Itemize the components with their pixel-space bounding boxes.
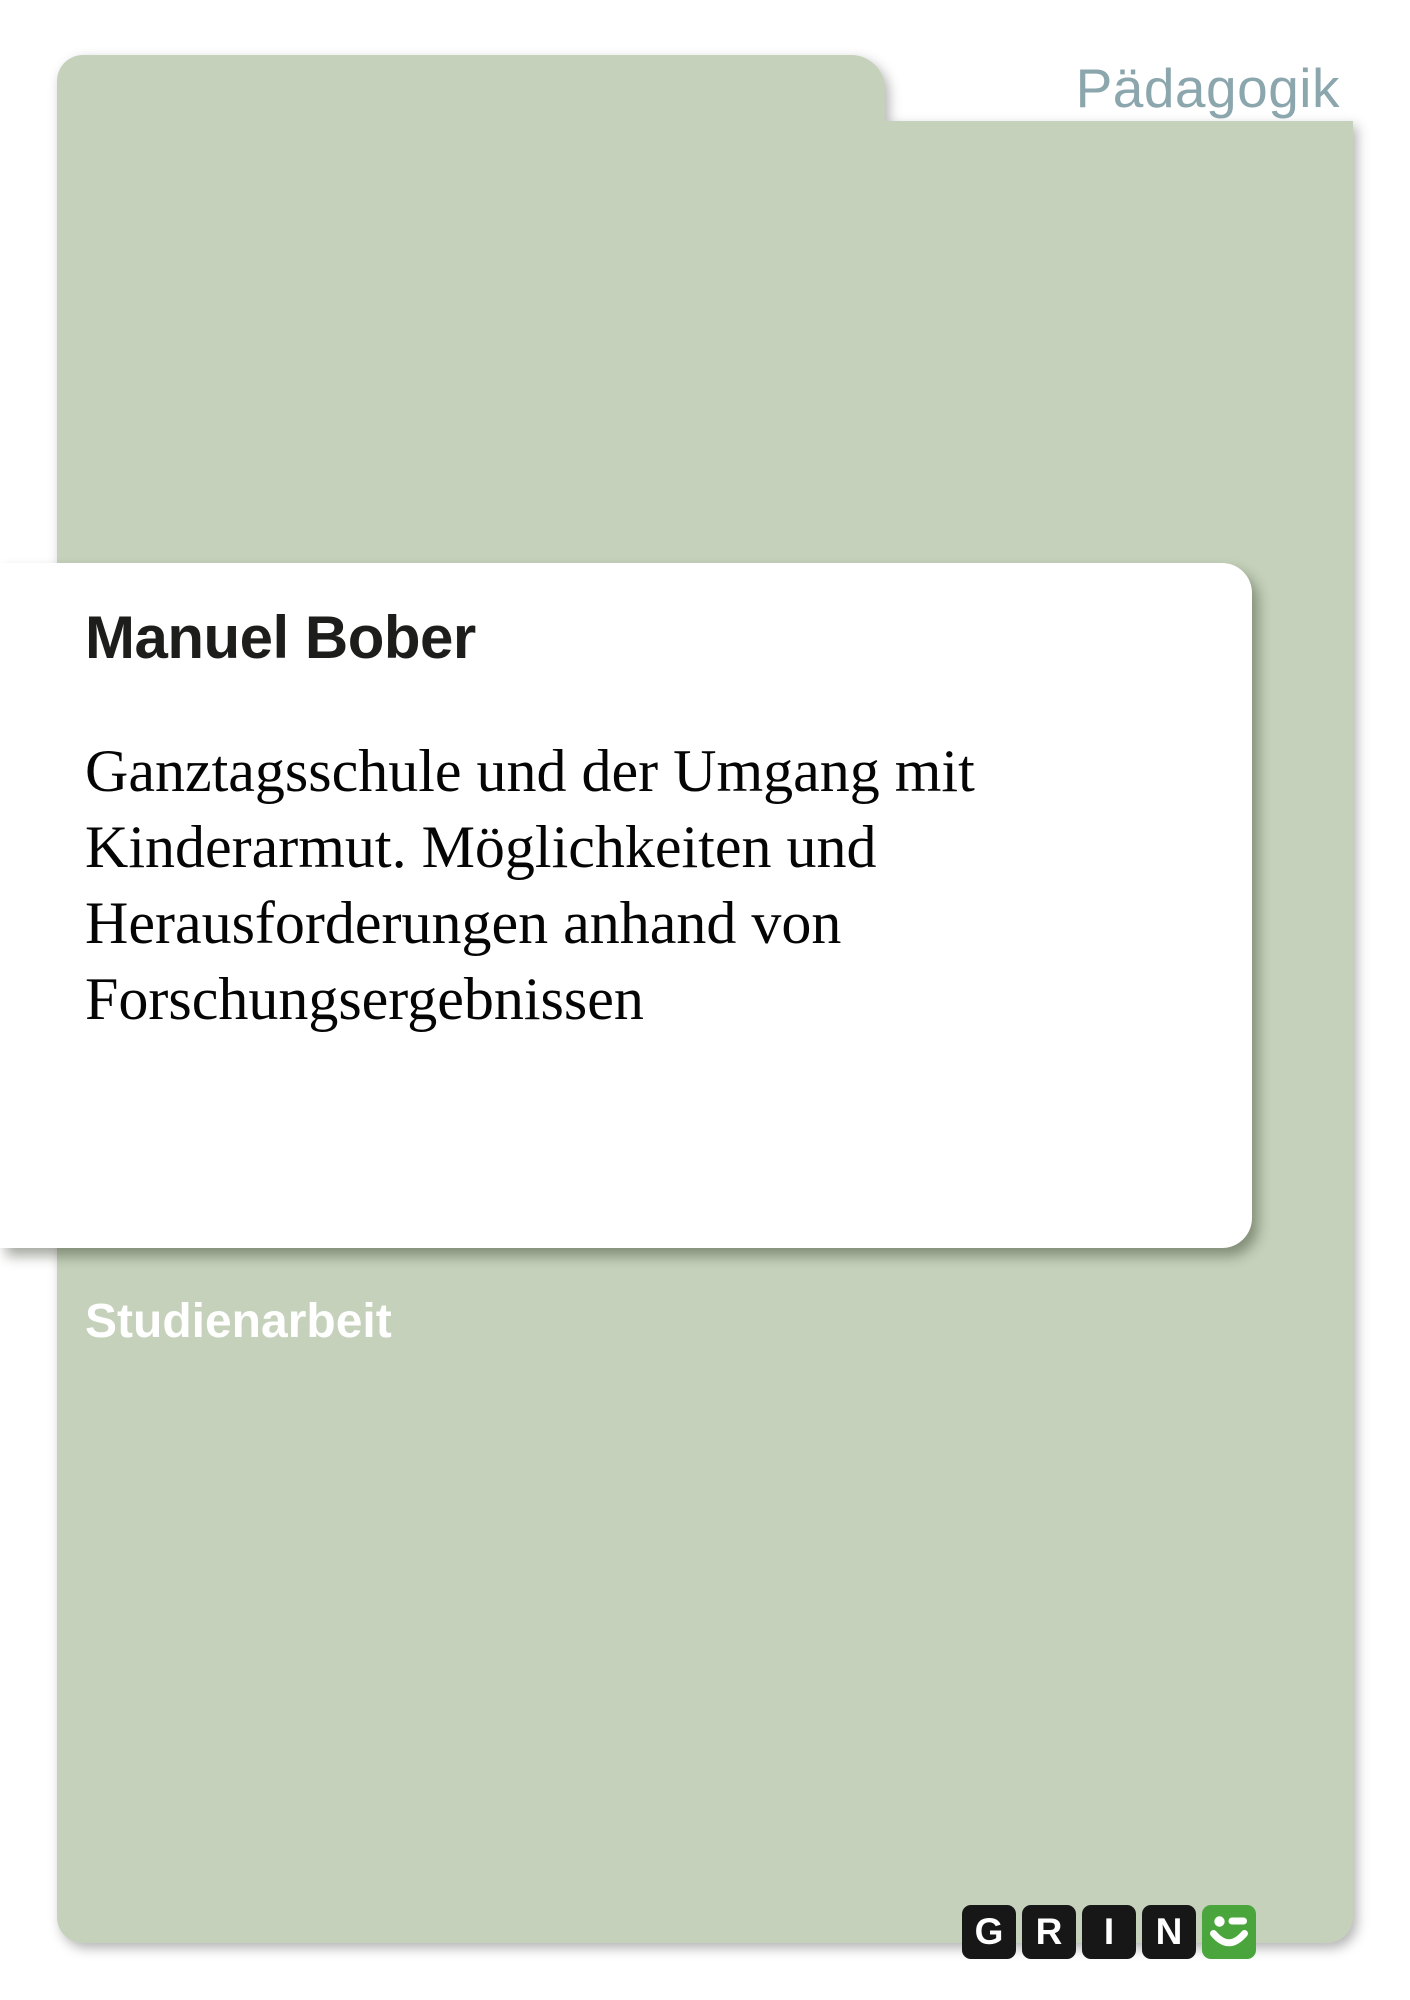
book-title [85, 733, 975, 1037]
doc-type-badge: Studienarbeit [85, 1295, 392, 1348]
logo-tile-smiley [1202, 1905, 1256, 1959]
category-label: Pädagogik [1075, 57, 1340, 119]
logo-tile-i: I [1082, 1905, 1136, 1959]
title-line: Forschungsergebnissen [85, 966, 644, 1032]
title-line: Kinderarmut. Möglichkeiten und [85, 814, 877, 880]
logo-tile-g: G [962, 1905, 1016, 1959]
logo-tile-n: N [1142, 1905, 1196, 1959]
title-line: Ganztagsschule und der Umgang mit [85, 738, 975, 804]
grin-logo [962, 1905, 1256, 1959]
author-name: Manuel Bober [85, 604, 476, 671]
title-content-box [0, 563, 1252, 1248]
green-panel-tab [57, 55, 885, 125]
winking-smiley-icon [1202, 1905, 1256, 1959]
logo-tile-r: R [1022, 1905, 1076, 1959]
title-line: Herausforderungen anhand von [85, 890, 842, 956]
